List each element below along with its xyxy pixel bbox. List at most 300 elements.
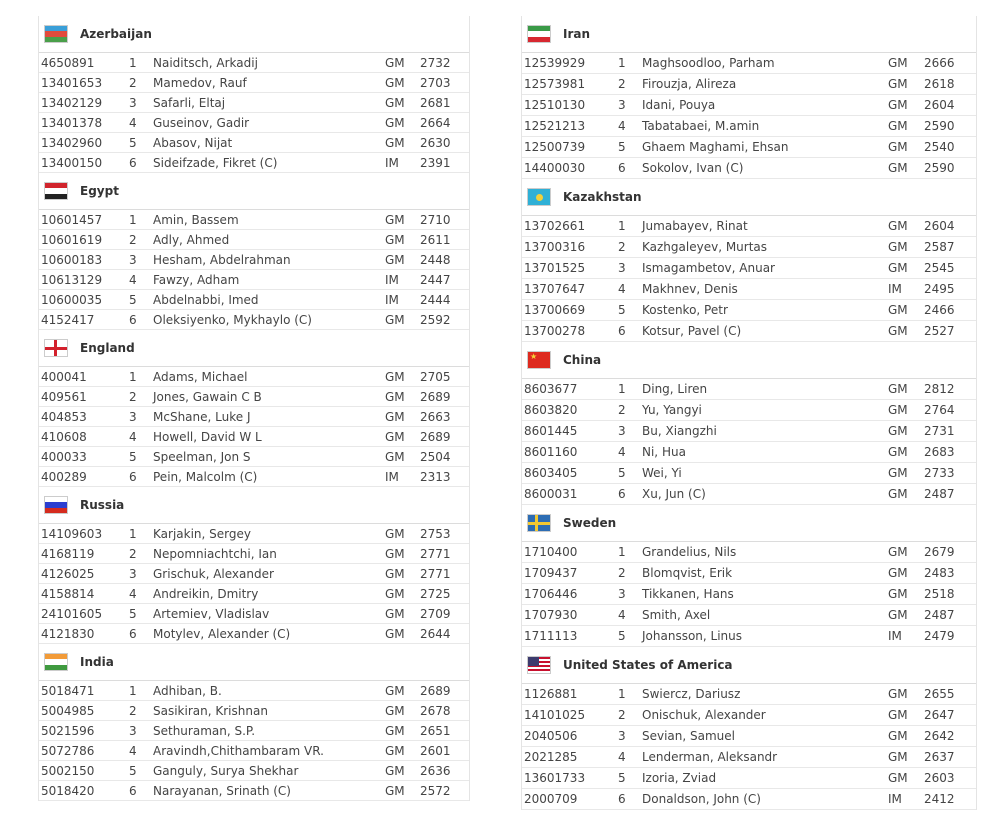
player-rating: 2504 [420, 449, 451, 464]
player-title: GM [888, 140, 908, 154]
left-team-column [38, 16, 470, 801]
player-board: 5 [618, 629, 626, 643]
player-board: 1 [618, 545, 626, 559]
player-id: 1706446 [524, 587, 578, 601]
player-rating: 2683 [924, 445, 955, 459]
team-name: England [80, 341, 135, 355]
in-flag-icon [44, 653, 68, 671]
player-name: Sokolov, Ivan (C) [642, 161, 744, 175]
en-flag-icon [44, 339, 68, 357]
player-name: Idani, Pouya [642, 98, 716, 112]
player-rating: 2604 [924, 219, 955, 233]
player-board: 5 [129, 135, 137, 150]
player-title: GM [888, 119, 908, 133]
player-board: 2 [618, 403, 626, 417]
player-rating: 2705 [420, 369, 451, 384]
player-board: 2 [129, 75, 137, 90]
player-name: Tikkanen, Hans [642, 587, 734, 601]
player-board: 4 [129, 429, 137, 444]
player-board: 6 [618, 792, 626, 806]
player-rating: 2666 [924, 56, 955, 70]
player-title: GM [888, 324, 908, 338]
player-rating: 2483 [924, 566, 955, 580]
player-row [522, 605, 976, 626]
player-id: 8603405 [524, 466, 578, 480]
player-name: Ismagambetov, Anuar [642, 261, 775, 275]
player-name: Jumabayev, Rinat [642, 219, 748, 233]
player-id: 2040506 [524, 729, 578, 743]
player-row [39, 761, 469, 781]
player-title: GM [888, 161, 908, 175]
team-name: China [563, 353, 602, 367]
player-title: GM [385, 429, 405, 444]
player-title: GM [385, 55, 405, 70]
player-row [39, 781, 469, 801]
player-row [522, 463, 976, 484]
player-board: 3 [129, 95, 137, 110]
se-flag-icon [527, 514, 551, 532]
player-id: 4158814 [41, 586, 95, 601]
player-row [522, 768, 976, 789]
player-board: 5 [618, 140, 626, 154]
player-title: IM [888, 282, 902, 296]
player-board: 5 [129, 292, 137, 307]
player-rating: 2733 [924, 466, 955, 480]
ru-flag-icon [44, 496, 68, 514]
player-board: 5 [618, 303, 626, 317]
player-board: 2 [129, 389, 137, 404]
player-id: 2000709 [524, 792, 578, 806]
player-board: 1 [618, 219, 626, 233]
player-id: 400041 [41, 369, 87, 384]
player-id: 4126025 [41, 566, 95, 581]
player-title: GM [888, 445, 908, 459]
player-name: Izoria, Zviad [642, 771, 717, 785]
player-rating: 2540 [924, 140, 955, 154]
player-title: GM [888, 487, 908, 501]
player-rating: 2651 [420, 723, 451, 738]
player-row [522, 442, 976, 463]
player-board: 6 [129, 783, 137, 798]
player-board: 3 [129, 252, 137, 267]
player-id: 1707930 [524, 608, 578, 622]
player-row [522, 626, 976, 647]
player-id: 8600031 [524, 487, 578, 501]
player-title: GM [385, 95, 405, 110]
player-title: GM [888, 240, 908, 254]
player-name: Fawzy, Adham [153, 272, 240, 287]
player-id: 8603820 [524, 403, 578, 417]
player-rating: 2527 [924, 324, 955, 338]
team-header [39, 16, 469, 53]
player-row [39, 270, 469, 290]
cn-flag-icon: ★ [527, 351, 551, 369]
player-title: GM [385, 566, 405, 581]
player-title: IM [385, 155, 399, 170]
player-title: GM [385, 626, 405, 641]
player-title: IM [385, 292, 399, 307]
player-name: Narayanan, Srinath (C) [153, 783, 291, 798]
player-title: GM [385, 586, 405, 601]
player-rating: 2487 [924, 487, 955, 501]
player-id: 4168119 [41, 546, 95, 561]
player-rating: 2448 [420, 252, 451, 267]
player-rating: 2771 [420, 546, 451, 561]
player-rating: 2689 [420, 389, 451, 404]
player-id: 13401653 [41, 75, 103, 90]
player-board: 2 [618, 708, 626, 722]
player-title: IM [385, 469, 399, 484]
player-name: Tabatabaei, M.amin [642, 119, 760, 133]
player-board: 6 [129, 469, 137, 484]
player-name: Abdelnabbi, Imed [153, 292, 259, 307]
player-title: IM [888, 792, 902, 806]
player-name: Oleksiyenko, Mykhaylo (C) [153, 312, 312, 327]
player-rating: 2678 [420, 703, 451, 718]
player-rating: 2391 [420, 155, 451, 170]
player-row [522, 684, 976, 705]
player-id: 5004985 [41, 703, 95, 718]
player-board: 3 [129, 723, 137, 738]
player-title: GM [888, 771, 908, 785]
player-title: IM [385, 272, 399, 287]
player-title: GM [385, 409, 405, 424]
player-id: 13402960 [41, 135, 103, 150]
team-name: India [80, 655, 114, 669]
player-title: GM [888, 587, 908, 601]
player-title: GM [888, 566, 908, 580]
player-row [39, 681, 469, 701]
team-header [522, 179, 976, 216]
player-rating: 2644 [420, 626, 451, 641]
player-board: 3 [129, 566, 137, 581]
player-board: 2 [618, 77, 626, 91]
player-title: GM [385, 135, 405, 150]
player-board: 6 [618, 161, 626, 175]
player-row [522, 237, 976, 258]
player-row [39, 153, 469, 173]
player-rating: 2444 [420, 292, 451, 307]
player-row [522, 379, 976, 400]
player-board: 6 [129, 155, 137, 170]
player-name: Onischuk, Alexander [642, 708, 766, 722]
player-board: 4 [129, 743, 137, 758]
player-row [39, 544, 469, 564]
player-name: Nepomniachtchi, Ian [153, 546, 277, 561]
player-board: 6 [129, 626, 137, 641]
team-name: Kazakhstan [563, 190, 642, 204]
player-board: 4 [129, 272, 137, 287]
player-rating: 2636 [420, 763, 451, 778]
player-name: Ni, Hua [642, 445, 686, 459]
player-name: Aravindh,Chithambaram VR. [153, 743, 324, 758]
player-title: GM [385, 723, 405, 738]
player-row [522, 542, 976, 563]
player-board: 1 [618, 56, 626, 70]
player-row [39, 407, 469, 427]
player-rating: 2731 [924, 424, 955, 438]
player-board: 6 [618, 324, 626, 338]
player-name: Swiercz, Dariusz [642, 687, 741, 701]
player-id: 24101605 [41, 606, 103, 621]
player-rating: 2689 [420, 429, 451, 444]
player-id: 12573981 [524, 77, 586, 91]
player-board: 4 [618, 608, 626, 622]
player-name: Firouzja, Alireza [642, 77, 737, 91]
team-header [39, 644, 469, 681]
player-row [39, 524, 469, 544]
player-board: 3 [618, 729, 626, 743]
player-row [39, 290, 469, 310]
player-row [522, 158, 976, 179]
player-board: 1 [129, 55, 137, 70]
player-board: 2 [618, 240, 626, 254]
player-rating: 2592 [420, 312, 451, 327]
player-title: GM [888, 424, 908, 438]
player-board: 1 [129, 683, 137, 698]
player-row [522, 300, 976, 321]
player-board: 5 [618, 771, 626, 785]
player-rating: 2603 [924, 771, 955, 785]
player-rating: 2412 [924, 792, 955, 806]
player-row [522, 747, 976, 768]
player-id: 400033 [41, 449, 87, 464]
player-id: 13401378 [41, 115, 103, 130]
player-title: GM [385, 449, 405, 464]
player-board: 6 [129, 312, 137, 327]
player-row [522, 789, 976, 810]
player-row [39, 210, 469, 230]
right-team-column [521, 16, 977, 810]
team-header [522, 342, 976, 379]
player-name: Artemiev, Vladislav [153, 606, 270, 621]
player-row [522, 421, 976, 442]
player-id: 13702661 [524, 219, 586, 233]
player-id: 13402129 [41, 95, 103, 110]
player-id: 13707647 [524, 282, 586, 296]
player-rating: 2479 [924, 629, 955, 643]
player-id: 400289 [41, 469, 87, 484]
team-header [522, 647, 976, 684]
player-row [39, 467, 469, 487]
player-id: 10601457 [41, 212, 103, 227]
player-board: 4 [618, 282, 626, 296]
player-name: Johansson, Linus [642, 629, 743, 643]
player-row [39, 133, 469, 153]
player-id: 13700278 [524, 324, 586, 338]
player-name: Abasov, Nijat [153, 135, 233, 150]
player-title: GM [888, 729, 908, 743]
player-name: Grandelius, Nils [642, 545, 737, 559]
player-title: GM [385, 369, 405, 384]
player-board: 3 [618, 587, 626, 601]
player-name: Sethuraman, S.P. [153, 723, 256, 738]
player-title: GM [888, 545, 908, 559]
player-id: 13700316 [524, 240, 586, 254]
player-id: 8601160 [524, 445, 578, 459]
player-name: Bu, Xiangzhi [642, 424, 717, 438]
player-name: Lenderman, Aleksandr [642, 750, 778, 764]
player-name: Safarli, Eltaj [153, 95, 226, 110]
player-rating: 2590 [924, 119, 955, 133]
player-row [522, 216, 976, 237]
player-name: Maghsoodloo, Parham [642, 56, 775, 70]
player-rating: 2590 [924, 161, 955, 175]
player-board: 4 [618, 119, 626, 133]
player-board: 1 [618, 687, 626, 701]
player-board: 1 [129, 212, 137, 227]
player-board: 4 [129, 115, 137, 130]
player-title: IM [888, 629, 902, 643]
player-name: McShane, Luke J [153, 409, 251, 424]
team-name: Sweden [563, 516, 617, 530]
player-id: 14109603 [41, 526, 103, 541]
player-name: Karjakin, Sergey [153, 526, 251, 541]
player-name: Adly, Ahmed [153, 232, 230, 247]
player-title: GM [888, 466, 908, 480]
player-id: 10600183 [41, 252, 103, 267]
player-board: 4 [129, 586, 137, 601]
player-title: GM [888, 98, 908, 112]
player-id: 10613129 [41, 272, 103, 287]
player-rating: 2812 [924, 382, 955, 396]
az-flag-icon [44, 25, 68, 43]
player-rating: 2611 [420, 232, 451, 247]
player-name: Makhnev, Denis [642, 282, 738, 296]
player-id: 13601733 [524, 771, 586, 785]
player-name: Kostenko, Petr [642, 303, 728, 317]
player-id: 14400030 [524, 161, 586, 175]
player-board: 2 [618, 566, 626, 580]
player-id: 5002150 [41, 763, 95, 778]
player-rating: 2572 [420, 783, 451, 798]
player-title: GM [888, 403, 908, 417]
player-rating: 2681 [420, 95, 451, 110]
player-rating: 2587 [924, 240, 955, 254]
player-id: 2021285 [524, 750, 578, 764]
player-row [522, 53, 976, 74]
player-row [522, 726, 976, 747]
player-title: GM [888, 382, 908, 396]
team-header [39, 330, 469, 367]
player-rating: 2630 [420, 135, 451, 150]
player-name: Sasikiran, Krishnan [153, 703, 268, 718]
player-id: 404853 [41, 409, 87, 424]
team-name: Egypt [80, 184, 119, 198]
player-title: GM [385, 606, 405, 621]
player-rating: 2495 [924, 282, 955, 296]
player-row [522, 400, 976, 421]
player-rating: 2518 [924, 587, 955, 601]
player-title: GM [385, 683, 405, 698]
player-name: Hesham, Abdelrahman [153, 252, 291, 267]
player-row [39, 230, 469, 250]
player-rating: 2725 [420, 586, 451, 601]
player-rating: 2313 [420, 469, 451, 484]
player-board: 1 [618, 382, 626, 396]
player-name: Mamedov, Rauf [153, 75, 247, 90]
player-name: Sevian, Samuel [642, 729, 736, 743]
player-board: 2 [129, 703, 137, 718]
team-name: United States of America [563, 658, 733, 672]
player-id: 4152417 [41, 312, 95, 327]
player-rating: 2703 [420, 75, 451, 90]
player-row [522, 705, 976, 726]
player-row [522, 484, 976, 505]
player-rating: 2679 [924, 545, 955, 559]
player-name: Sideifzade, Fikret (C) [153, 155, 278, 170]
player-title: GM [385, 783, 405, 798]
player-title: GM [888, 750, 908, 764]
player-row [39, 604, 469, 624]
kz-flag-icon [527, 188, 551, 206]
player-title: GM [385, 252, 405, 267]
player-title: GM [385, 743, 405, 758]
player-row [39, 53, 469, 73]
player-title: GM [888, 687, 908, 701]
player-title: GM [385, 232, 405, 247]
player-title: GM [385, 763, 405, 778]
team-header [522, 16, 976, 53]
player-name: Guseinov, Gadir [153, 115, 250, 130]
player-title: GM [888, 608, 908, 622]
player-name: Adams, Michael [153, 369, 248, 384]
player-row [522, 321, 976, 342]
player-board: 4 [618, 445, 626, 459]
player-board: 5 [129, 763, 137, 778]
player-row [39, 310, 469, 330]
player-title: GM [385, 212, 405, 227]
player-row [522, 584, 976, 605]
player-name: Pein, Malcolm (C) [153, 469, 258, 484]
player-row [39, 427, 469, 447]
player-id: 4650891 [41, 55, 95, 70]
team-header [39, 487, 469, 524]
player-row [522, 95, 976, 116]
player-id: 14101025 [524, 708, 586, 722]
player-board: 5 [618, 466, 626, 480]
player-board: 3 [618, 261, 626, 275]
player-board: 2 [129, 232, 137, 247]
player-row [39, 624, 469, 644]
player-id: 13400150 [41, 155, 103, 170]
player-row [39, 387, 469, 407]
player-title: GM [888, 219, 908, 233]
player-title: GM [385, 75, 405, 90]
player-row [39, 701, 469, 721]
player-row [522, 258, 976, 279]
player-id: 8601445 [524, 424, 578, 438]
player-rating: 2664 [420, 115, 451, 130]
player-rating: 2447 [420, 272, 451, 287]
player-row [39, 564, 469, 584]
player-id: 5072786 [41, 743, 95, 758]
player-row [39, 113, 469, 133]
player-name: Grischuk, Alexander [153, 566, 274, 581]
player-rating: 2732 [420, 55, 451, 70]
us-flag-icon [527, 656, 551, 674]
player-board: 3 [618, 98, 626, 112]
player-row [39, 367, 469, 387]
player-rating: 2753 [420, 526, 451, 541]
player-title: GM [385, 115, 405, 130]
player-rating: 2637 [924, 750, 955, 764]
player-row [39, 447, 469, 467]
player-name: Amin, Bassem [153, 212, 239, 227]
player-rating: 2710 [420, 212, 451, 227]
player-name: Xu, Jun (C) [642, 487, 706, 501]
player-id: 10601619 [41, 232, 103, 247]
